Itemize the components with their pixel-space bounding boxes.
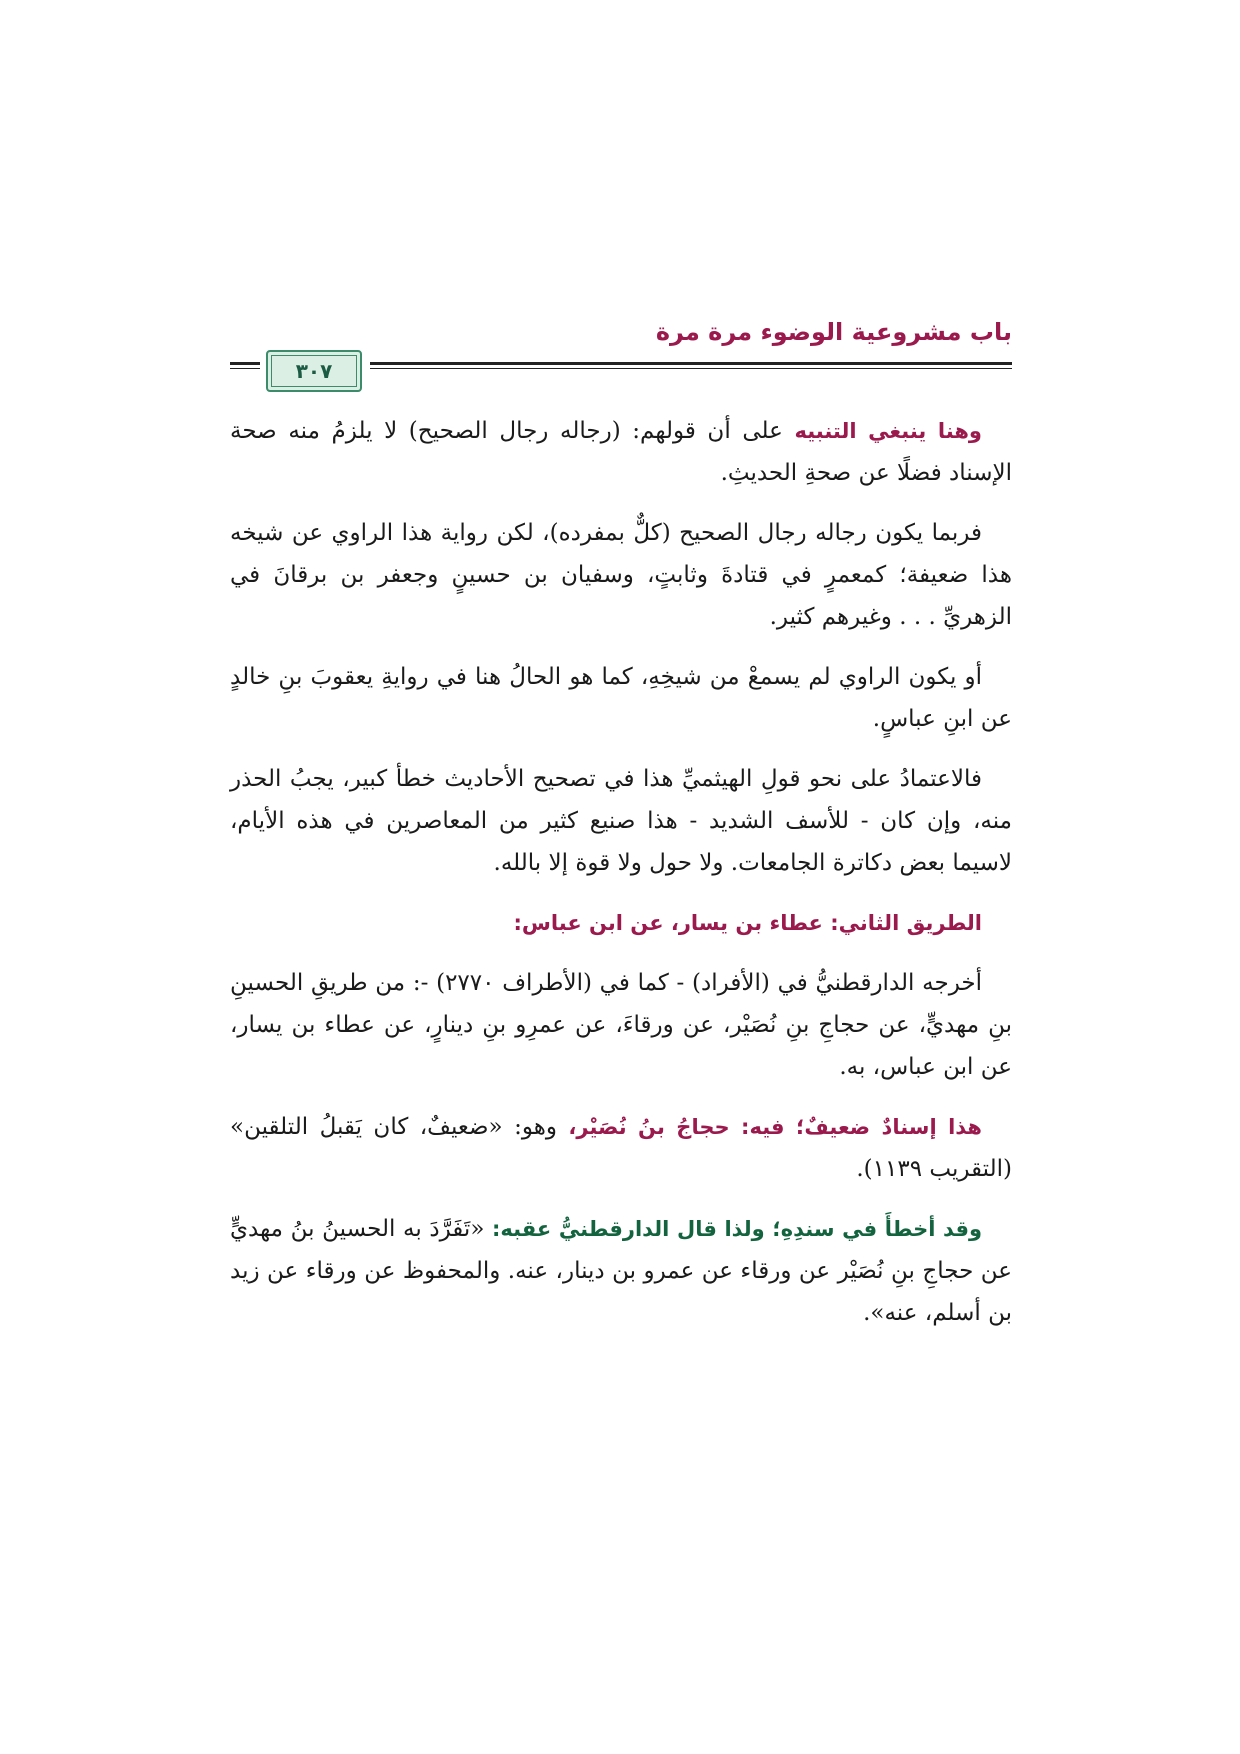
- paragraph-7-lead: وقد أخطأَ في سندِهِ؛ ولذا قال الدارقطنيُّ عقبه:: [492, 1217, 982, 1241]
- paragraph-6-lead: هذا إسنادٌ ضعيفٌ؛ فيه: حجاجُ بنُ نُصَيْر،: [568, 1115, 982, 1139]
- paragraph-1-lead: وهنا ينبغي التنبيه: [794, 419, 982, 443]
- paragraph-5: أخرجه الدارقطنيُّ في (الأفراد) - كما في (الأطراف ٢٧٧٠) -: من طريقِ الحسينِ بنِ مهديٍّ، عن حجاجِ بنِ نُصَيْر، عن ورقاءَ، عن عمرِو بنِ دينارٍ، عن عطاء بن يسار، عن ابن عباس، به.: [230, 970, 1012, 1080]
- paragraph-1: [230, 410, 1012, 494]
- chapter-title: باب مشروعية الوضوء مرة مرة: [655, 318, 1012, 346]
- paragraph-7-text: «تَفَرَّدَ به الحسينُ بنُ مهديٍّ عن حجاجِ بنِ نُصَيْر عن ورقاء عن عمرو بن دينار، عنه. والمحفوظ عن ورقاء عن زيد بن أسلم، عنه».: [230, 1216, 1012, 1326]
- page-header: [230, 318, 1012, 383]
- page-body: [230, 410, 1012, 1352]
- paragraph-2: فربما يكون رجاله رجال الصحيح (كلٌّ بمفرده)، لكن رواية هذا الراوي عن شيخه هذا ضعيفة؛ كمعمرٍ في قتادةَ وثابتٍ، وسفيان بن حسينٍ وجعفر بن برقانَ في الزهريِّ . . . وغيرهم كثير.: [230, 520, 1012, 630]
- paragraph-7: [230, 1208, 1012, 1334]
- section-subheading: الطريق الثاني: عطاء بن يسار، عن ابن عباس:: [513, 911, 982, 935]
- header-rule-left: [230, 362, 260, 369]
- page-number: ٣٠٧: [295, 359, 333, 383]
- paragraph-1-text: على أن قولهم: (رجاله رجال الصحيح) لا يلزمُ منه صحة الإسناد فضلًا عن صحةِ الحديثِ.: [230, 418, 1012, 486]
- paragraph-4: فالاعتمادُ على نحو قولِ الهيثميِّ هذا في تصحيح الأحاديث خطأ كبير، يجبُ الحذر منه، وإن كان - للأسف الشديد - هذا صنيع كثير من المعاصرين في هذه الأيام، لاسيما بعض دكاترة الجامعات. ولا حول ولا قوة إلا بالله.: [230, 766, 1012, 876]
- header-rule: [370, 362, 1012, 369]
- paragraph-6-text: وهو: «ضعيفٌ، كان يَقبلُ التلقين» (التقريب ١١٣٩).: [230, 1114, 1012, 1182]
- paragraph-6: [230, 1106, 1012, 1190]
- page-number-frame: [266, 350, 362, 392]
- paragraph-3: أو يكون الراوي لم يسمعْ من شيخِهِ، كما هو الحالُ هنا في روايةِ يعقوبَ بنِ خالدٍ عن ابنِ عباسٍ.: [230, 664, 1012, 732]
